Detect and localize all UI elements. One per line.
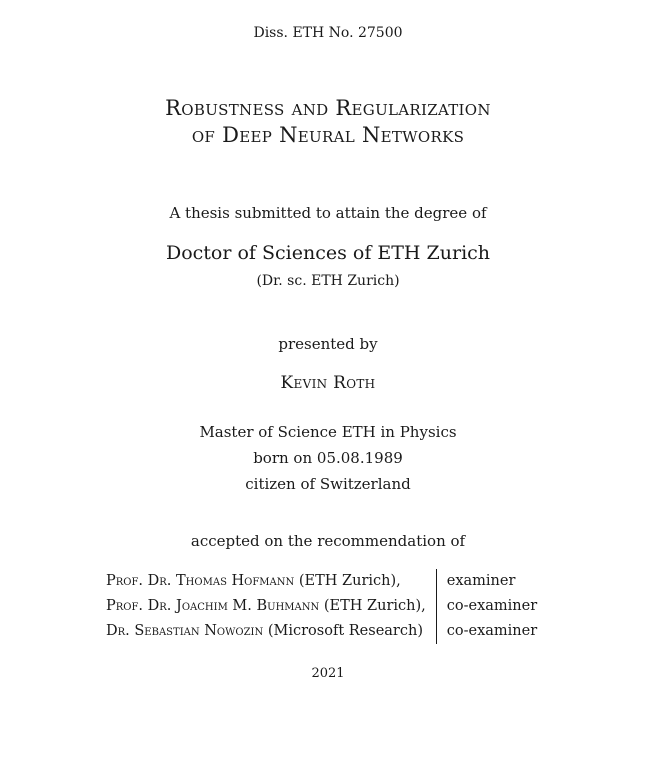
author-birth: born on 05.08.1989 xyxy=(253,449,403,467)
thesis-title-line-2: of Deep Neural Networks xyxy=(191,123,465,147)
committee-member-name: Prof. Dr. Joachim M. Buhmann xyxy=(106,598,320,614)
degree-name: Doctor of Sciences of ETH Zurich xyxy=(165,242,491,264)
dissertation-number: Diss. ETH No. 27500 xyxy=(253,25,403,41)
committee-member-role: co-examiner xyxy=(436,619,537,644)
author-info xyxy=(0,419,656,497)
thesis-title xyxy=(0,95,656,149)
author-education: Master of Science ETH in Physics xyxy=(199,423,457,441)
author-citizenship: citizen of Switzerland xyxy=(245,475,411,493)
degree-intro: A thesis submitted to attain the degree of xyxy=(169,204,487,222)
publication-year: 2021 xyxy=(311,666,345,681)
author-name: Kevin Roth xyxy=(280,373,376,393)
committee-member-affiliation: (ETH Zurich), xyxy=(319,598,426,614)
recommendation-intro: accepted on the recommendation of xyxy=(190,532,466,550)
committee-member-name: Prof. Dr. Thomas Hofmann xyxy=(106,573,295,589)
thesis-title-line-1: Robustness and Regularization xyxy=(165,96,491,120)
committee-row xyxy=(106,594,537,619)
committee-row xyxy=(106,569,537,594)
committee-member-affiliation: (ETH Zurich), xyxy=(294,573,401,589)
committee-member-role: examiner xyxy=(436,569,537,594)
presented-by: presented by xyxy=(278,335,378,353)
committee-member-role: co-examiner xyxy=(436,594,537,619)
committee-table xyxy=(106,569,537,644)
committee-member-name: Dr. Sebastian Nowozin xyxy=(106,623,264,639)
committee-row xyxy=(106,619,537,644)
committee-member-affiliation: (Microsoft Research) xyxy=(263,623,423,639)
degree-abbreviation: (Dr. sc. ETH Zurich) xyxy=(256,273,400,289)
